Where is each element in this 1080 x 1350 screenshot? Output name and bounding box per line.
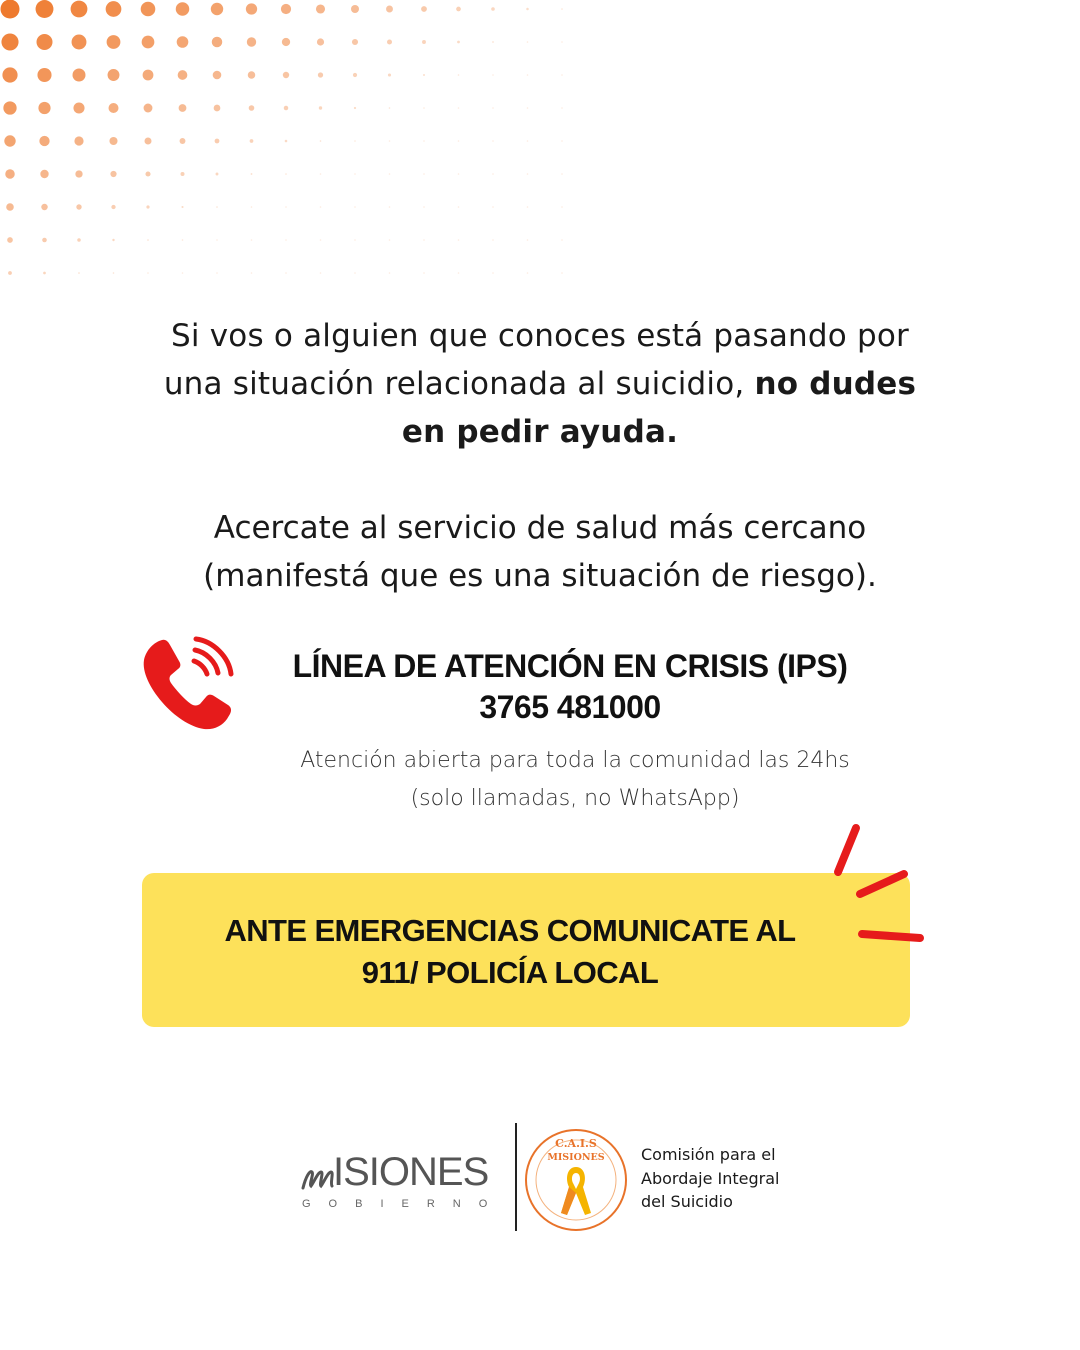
decor-dot xyxy=(527,74,529,76)
decor-dot xyxy=(492,41,494,43)
decor-dot xyxy=(145,138,152,145)
decor-dot xyxy=(316,4,325,13)
decor-dot xyxy=(71,1,88,18)
decor-dot xyxy=(422,40,426,44)
decor-dot xyxy=(248,71,256,79)
emergency-text xyxy=(200,910,820,994)
decor-dot xyxy=(458,206,460,208)
decor-dot xyxy=(37,68,51,82)
decor-dot xyxy=(458,107,460,109)
decor-dot xyxy=(251,239,253,241)
spark-accent-icon xyxy=(820,820,930,950)
decor-dot xyxy=(457,41,460,44)
decor-dot xyxy=(282,38,290,46)
decor-dot xyxy=(352,39,358,45)
decor-dot xyxy=(320,173,322,175)
decor-dot xyxy=(212,37,223,48)
decor-dot xyxy=(423,74,425,76)
crisis-line-block xyxy=(270,646,870,728)
decor-dot xyxy=(283,72,289,78)
phone-ringing-icon xyxy=(140,632,240,732)
decor-dot xyxy=(42,238,47,243)
decor-dot xyxy=(246,3,257,14)
decor-dot xyxy=(354,272,356,274)
decor-dot xyxy=(77,238,81,242)
decor-dot xyxy=(389,107,391,109)
decor-dot xyxy=(320,206,322,208)
decor-dot xyxy=(561,173,563,175)
decor-dot xyxy=(389,140,391,142)
decor-dot xyxy=(527,272,529,274)
decor-dot xyxy=(113,272,115,274)
decor-dot xyxy=(3,101,16,114)
decor-dot xyxy=(386,6,393,13)
crisis-line-info xyxy=(250,742,900,818)
intro-line-2-bold: no dudes xyxy=(754,366,917,402)
decor-dot xyxy=(492,173,494,175)
decor-dot xyxy=(37,34,53,50)
decor-dot xyxy=(423,107,425,109)
cais-name-line-2: Abordaje Integral xyxy=(641,1168,780,1188)
decor-dot xyxy=(1,0,20,19)
misiones-logo-word: ISIONES xyxy=(333,1150,489,1194)
decor-dot xyxy=(285,206,287,208)
decor-dot xyxy=(527,239,529,241)
decor-dot xyxy=(561,8,563,10)
crisis-line-number[interactable]: 3765 481000 xyxy=(479,689,661,725)
decor-dot xyxy=(251,206,253,208)
decor-dot xyxy=(178,70,188,80)
decor-dot xyxy=(181,206,183,208)
health-line-1: Acercate al servicio de salud más cercano xyxy=(213,510,867,546)
intro-line-2 xyxy=(120,360,960,408)
intro-line-2-regular: una situación relacionada al suicidio, xyxy=(163,366,755,402)
decor-dot xyxy=(74,136,83,145)
decor-dot xyxy=(561,107,563,109)
decor-dot xyxy=(145,171,150,176)
decor-dot xyxy=(179,104,187,112)
decor-dot xyxy=(561,41,563,43)
decor-dot xyxy=(458,272,460,274)
decor-dot xyxy=(182,272,184,274)
decor-dot xyxy=(43,272,46,275)
crisis-info-line-2: (solo llamadas, no WhatsApp) xyxy=(410,786,740,811)
decor-dot xyxy=(527,173,529,175)
decor-dot xyxy=(214,105,221,112)
decor-dot xyxy=(111,205,115,209)
cais-name xyxy=(641,1143,779,1214)
decor-dot xyxy=(421,6,427,12)
cais-logo-mid: MISIONES xyxy=(547,1152,605,1163)
decor-dot xyxy=(107,35,121,49)
decor-dot xyxy=(216,206,218,208)
decor-dot xyxy=(389,173,391,175)
decor-dot xyxy=(147,239,149,241)
decor-dot xyxy=(73,69,86,82)
decor-dot xyxy=(211,3,223,15)
decor-dot xyxy=(527,107,529,109)
decor-dot xyxy=(354,173,356,175)
decor-dot xyxy=(458,140,460,142)
decor-dot xyxy=(216,272,218,274)
decor-dot xyxy=(351,5,359,13)
misiones-logo-sub: GOBIERNO xyxy=(302,1198,506,1210)
decor-dot xyxy=(181,172,185,176)
health-service-text xyxy=(120,504,960,600)
decor-dot xyxy=(285,272,287,274)
decor-dot xyxy=(180,138,186,144)
emergency-line-2: 911/ POLICÍA LOCAL xyxy=(361,955,659,990)
crisis-line-title: LÍNEA DE ATENCIÓN EN CRISIS (IPS) xyxy=(292,648,848,684)
decor-dot xyxy=(527,140,529,142)
decor-dot xyxy=(216,239,218,241)
intro-line-1: Si vos o alguien que conoces está pasando por xyxy=(171,318,909,354)
decor-dot xyxy=(247,37,256,46)
decor-dot xyxy=(146,205,149,208)
decor-dot xyxy=(72,35,87,50)
intro-line-3 xyxy=(120,408,960,456)
intro-text xyxy=(120,312,960,456)
decor-dot xyxy=(423,206,425,208)
decor-dot xyxy=(110,171,116,177)
decor-dot xyxy=(2,67,17,82)
decor-dot xyxy=(526,8,529,11)
decor-dot xyxy=(354,239,356,241)
cais-name-line-1: Comisión para el xyxy=(641,1145,776,1164)
cais-logo-top: C.A.I.S xyxy=(555,1137,597,1150)
decor-dot xyxy=(561,140,563,142)
decor-dot xyxy=(458,239,460,241)
decor-dot xyxy=(354,206,356,208)
decor-dot xyxy=(388,73,391,76)
decor-dot xyxy=(142,36,155,49)
decor-dot xyxy=(147,272,149,274)
decor-dot xyxy=(387,40,392,45)
decor-dot xyxy=(492,206,494,208)
decor-dot xyxy=(284,106,289,111)
decor-dot xyxy=(75,170,82,177)
decor-dot xyxy=(492,272,494,274)
cais-logo xyxy=(523,1127,629,1233)
decor-dot xyxy=(458,74,460,76)
decor-dot xyxy=(285,239,287,241)
decor-dot xyxy=(78,272,80,274)
decor-dot xyxy=(216,173,219,176)
decor-dot xyxy=(281,4,291,14)
decor-dot xyxy=(39,136,49,146)
decor-dot xyxy=(317,38,324,45)
decor-dot xyxy=(492,239,494,241)
decor-dot xyxy=(492,107,494,109)
decor-dot xyxy=(76,204,81,209)
decor-dot xyxy=(41,204,48,211)
decor-dot xyxy=(423,140,425,142)
decor-dot xyxy=(458,173,460,175)
decor-dot xyxy=(177,36,189,48)
decor-dot xyxy=(1,33,18,50)
decor-dot xyxy=(106,1,122,17)
logo-divider xyxy=(515,1123,517,1231)
decor-dot xyxy=(561,206,563,208)
decor-dot xyxy=(144,104,153,113)
decor-dot xyxy=(389,272,391,274)
decor-dot xyxy=(320,239,322,241)
decor-dot xyxy=(527,206,529,208)
decor-dot xyxy=(5,169,15,179)
decor-dot xyxy=(423,173,425,175)
decor-dot xyxy=(73,102,84,113)
decor-dot xyxy=(7,237,13,243)
decor-dot xyxy=(215,139,220,144)
decor-dot xyxy=(251,173,253,175)
decor-dot xyxy=(108,69,120,81)
decor-dot xyxy=(285,140,288,143)
decor-dot xyxy=(40,170,48,178)
decor-dot xyxy=(109,103,119,113)
decor-dot xyxy=(112,239,114,241)
decor-dot xyxy=(320,140,322,142)
decor-dot xyxy=(249,105,255,111)
decor-dot xyxy=(561,239,563,241)
decor-dot xyxy=(491,7,495,11)
decor-dot xyxy=(109,137,117,145)
dot-pattern xyxy=(0,0,600,320)
decor-dot xyxy=(353,73,357,77)
intro-line-3-bold: en pedir ayuda. xyxy=(401,414,679,450)
decor-dot xyxy=(492,140,494,142)
decor-dot xyxy=(319,106,322,109)
health-line-2: (manifestá que es una situación de riesgo). xyxy=(203,558,877,594)
decor-dot xyxy=(36,0,54,18)
decor-dot xyxy=(423,272,425,274)
decor-dot xyxy=(285,173,287,175)
decor-dot xyxy=(354,140,356,142)
decor-dot xyxy=(423,239,425,241)
decor-dot xyxy=(6,203,14,211)
decor-dot xyxy=(527,41,529,43)
crisis-info-line-1: Atención abierta para toda la comunidad las 24hs xyxy=(300,748,850,773)
decor-dot xyxy=(8,271,12,275)
decor-dot xyxy=(456,7,461,12)
decor-dot xyxy=(182,239,184,241)
decor-dot xyxy=(561,272,563,274)
cais-name-line-3: del Suicidio xyxy=(641,1192,733,1211)
decor-dot xyxy=(354,107,356,109)
decor-dot xyxy=(251,272,253,274)
decor-dot xyxy=(176,2,190,16)
decor-dot xyxy=(318,72,323,77)
decor-dot xyxy=(389,206,391,208)
decor-dot xyxy=(492,74,494,76)
decor-dot xyxy=(320,272,322,274)
emergency-line-1: ANTE EMERGENCIAS COMUNICATE AL xyxy=(224,913,796,948)
decor-dot xyxy=(389,239,391,241)
decor-dot xyxy=(38,102,50,114)
decor-dot xyxy=(561,74,563,76)
decor-dot xyxy=(250,139,254,143)
decor-dot xyxy=(143,70,154,81)
decor-dot xyxy=(4,135,15,146)
decor-dot xyxy=(141,2,156,17)
decor-dot xyxy=(213,71,222,80)
